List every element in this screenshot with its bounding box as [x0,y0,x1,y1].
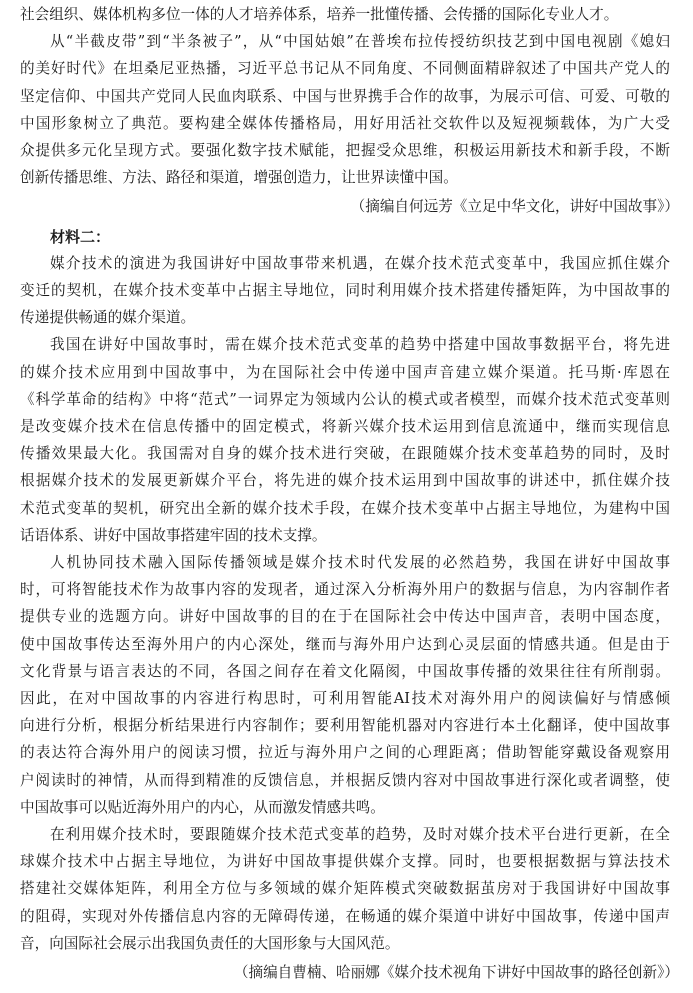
paragraph-line: 的阻碍，实现对外传播信息内容的无障碍传递，在畅通的媒介渠道中讲好中国故事，传递中国声 [20,907,670,925]
paragraph-line: 户阅读时的神情，从而得到精准的反馈信息，并根据反馈内容对中国故事进行深化或者调整，使 [20,771,670,789]
paragraph-line: 搭建社交媒体矩阵，利用全方位与多领域的媒介矩阵模式突破数据茧房对于我国讲好中国故事 [20,880,670,898]
paragraph-line: 音，向国际社会展示出我国负责任的大国形象与大国风范。 [20,934,400,952]
paragraph-line: 向进行分析，根据分析结果进行内容制作；要利用智能机器对内容进行本土化翻译，使中国故事 [20,717,670,735]
paragraph-line: 《科学革命的结构》中将“范式”一词界定为领域内公认的模式或者模型，而媒介技术范式变革则 [20,390,670,408]
paragraph-line: 使中国故事传达至海外用户的内心深处，继而与海外用户达到心灵层面的情感共通。但是由于 [20,635,670,653]
paragraph-line: 社会组织、媒体机构多位一体的人才培养体系，培养一批懂传播、会传播的国际化专业人才。 [20,6,619,23]
paragraph-line: 中国形象树立了典范。要构建全媒体传播格局，用好用活社交软件以及短视频载体，为广大受 [20,114,670,132]
paragraph-line: 人机协同技术融入国际传播领域是媒介技术时代发展的必然趋势，我国在讲好中国故事 [50,554,670,571]
source-citation: （摘编自何远芳《立足中华文化，讲好中国故事》） [350,198,679,216]
paragraph-line: 坚定信仰、中国共产党同人民血肉联系、中国与世界携手合作的故事，为展示可信、可爱、可敬的 [20,87,670,105]
paragraph-line: 时，可将智能技术作为故事内容的发现者，通过深入分析海外用户的数据与信息，为内容制作者 [20,581,670,599]
paragraph-line: 的媒介技术应用到中国故事中，为在国际社会中传递中国声音建立媒介渠道。托马斯·库恩在 [20,363,670,381]
paragraph-line: 因此，在对中国故事的内容进行构思时，可利用智能AI技术对海外用户的阅读偏好与情感倾 [20,690,670,707]
paragraph-line: 从“半截皮带”到“半条被子”，从“中国姑娘”在普埃布拉传授纺织技艺到中国电视剧《媳妇 [50,33,670,51]
paragraph-line: 提供专业的选题方向。讲好中国故事的目的在于在国际社会中传达中国声音，表明中国态度， [20,608,670,626]
paragraph-line: 变迁的契机，在媒介技术变革中占据主导地位，同时利用媒介技术搭建传播矩阵，为中国故事的 [20,282,670,299]
paragraph-line: 根据媒介技术的发展更新媒介平台，将先进的媒介技术运用到中国故事的讲述中，抓住媒介技 [20,472,670,490]
paragraph-line: 话语体系、讲好中国故事搭建牢固的技术支撑。 [20,526,327,544]
paragraph-line: 创新传播思维、方法、路径和渠道，增强创造力，让世界读懂中国。 [20,169,458,187]
paragraph-line: 传递提供畅通的媒介渠道。 [20,309,196,327]
paragraph-line: 媒介技术的演进为我国讲好中国故事带来机遇，在媒介技术范式变革中，我国应抓住媒介 [50,254,670,272]
paragraph-line: 我国在讲好中国故事时，需在媒介技术范式变革的趋势中搭建中国故事数据平台，将先进 [50,336,670,354]
paragraph-line: 众提供多元化呈现方式。要强化数字技术赋能，把握受众思维，积极运用新技术和新手段，不断 [20,142,670,159]
paragraph-line: 的美好时代》在坦桑尼亚热播，习近平总书记从不同角度、不同侧面精辟叙述了中国共产党人的 [20,60,670,78]
paragraph-line: 中国故事可以贴近海外用户的内心，从而激发情感共鸣。 [20,798,385,816]
paragraph-line: 传播效果最大化。我国需对自身的媒介技术进行突破，在跟随媒介技术变革趋势的同时，及时 [20,445,670,463]
paragraph-line: 的表达符合海外用户的阅读习惯，拉近与海外用户之间的心理距离；借助智能穿戴设备观察用 [20,744,670,762]
paragraph-line: 是改变媒介技术在信息传播中的固定模式，将新兴媒介技术运用到信息流通中，继而实现信息 [20,418,670,435]
source-citation: （摘编自曹楠、哈丽娜《媒介技术视角下讲好中国故事的路径创新》） [233,964,679,981]
paragraph-line: 球媒介技术中占据主导地位，为讲好中国故事提供媒介支撑。同时，也要根据数据与算法技术 [20,853,670,871]
section-heading: 材料二： [50,227,111,246]
paragraph-line: 文化背景与语言表达的不同，各国之间存在着文化隔阂，中国故事传播的效果往往有所削弱。 [20,662,670,680]
paragraph-line: 术范式变革的契机，研究出全新的媒介技术手段，在媒介技术变革中占据主导地位，为建构中国 [20,499,670,517]
paragraph-line: 在利用媒介技术时，要跟随媒介技术范式变革的趋势，及时对媒介技术平台进行更新，在全 [50,826,670,843]
